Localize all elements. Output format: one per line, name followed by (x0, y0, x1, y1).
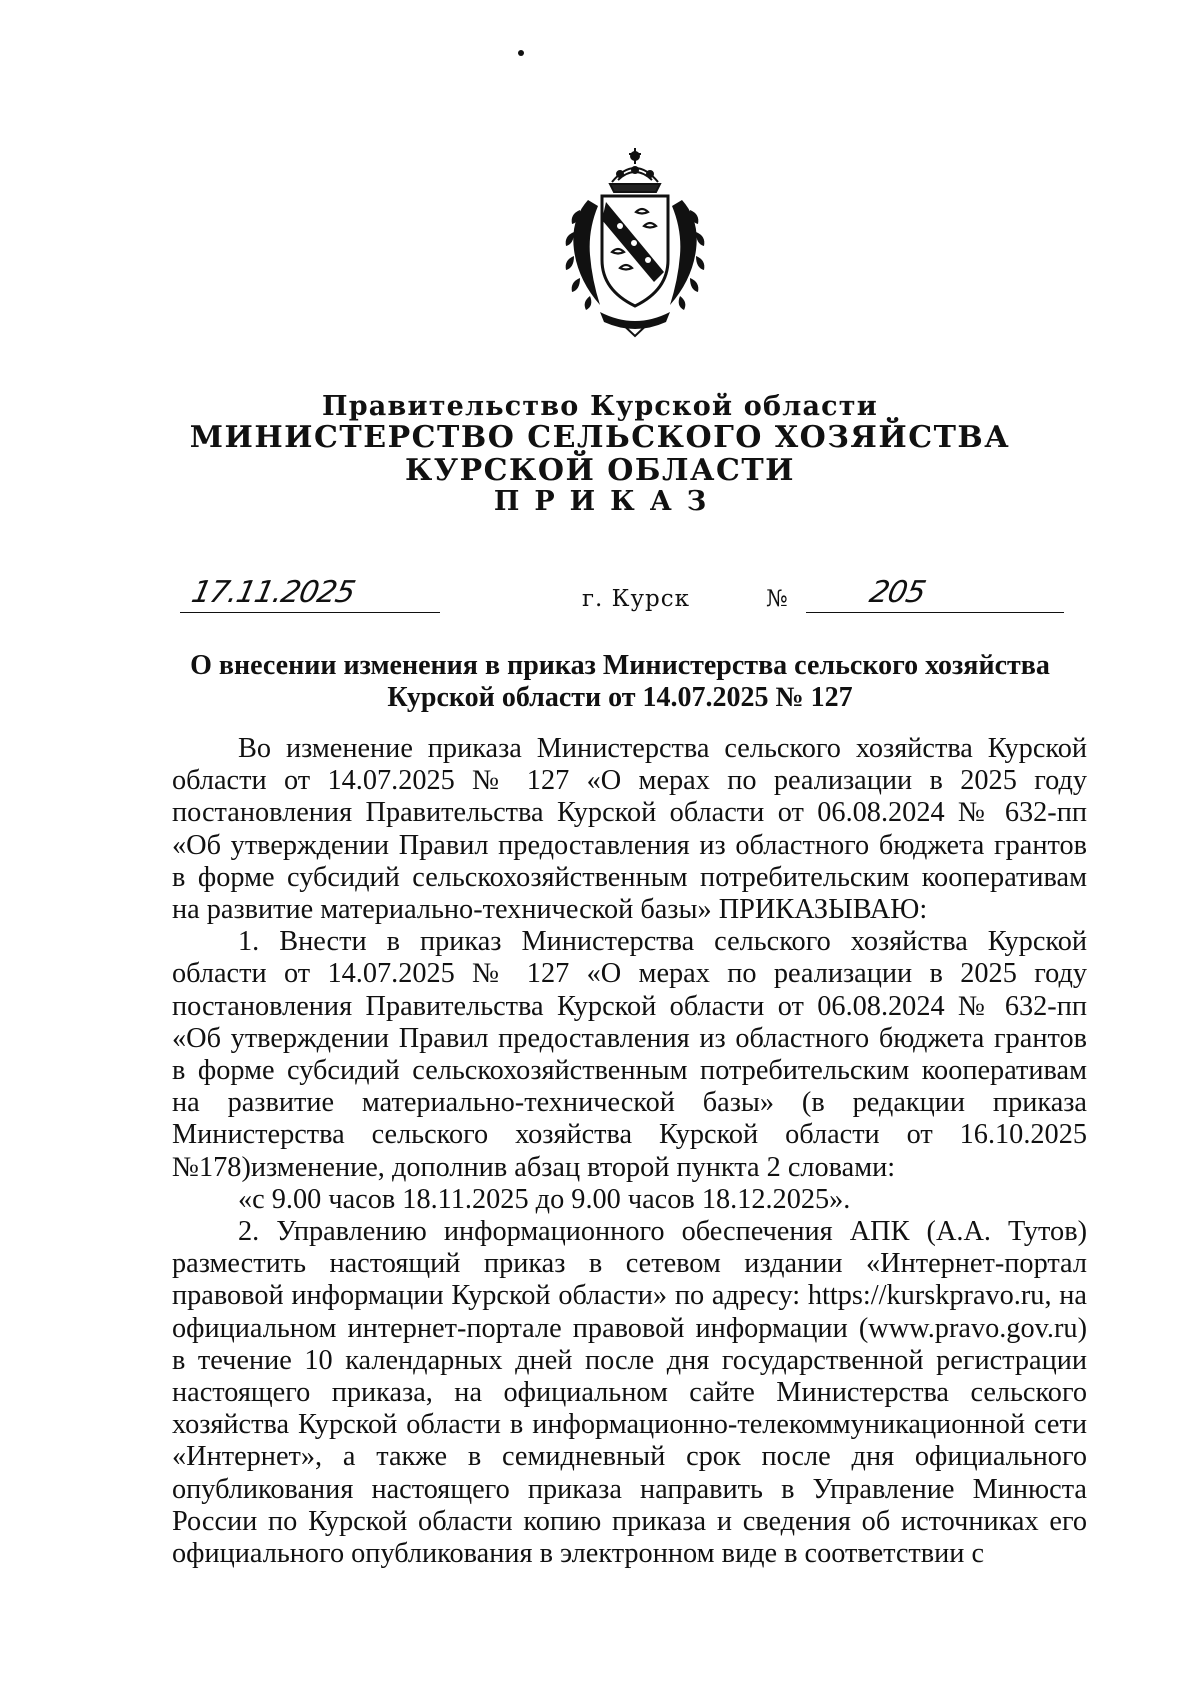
preamble-paragraph: Во изменение приказа Министерства сельского хозяйства Курской области от 14.07.2025 № 127 «О мерах по реализации в 2025 году постановления Правительства Курской области от 06.08.2024 № 632-пп «Об утверждении Правил предоставления из областного бюджета грантов в форме субсидий сельскохозяйственным потребительским кооперативам на развитие материально-технической базы» ПРИКАЗЫВАЮ: (172, 733, 1087, 926)
ministry-heading: МИНИСТЕРСТВО СЕЛЬСКОГО ХОЗЯЙСТВА (189, 420, 1011, 455)
scan-dot (518, 50, 524, 56)
order-body (172, 733, 1087, 1570)
order-title-line-2: Курской области от 14.07.2025 № 127 (387, 682, 853, 713)
region-heading: КУРСКОЙ ОБЛАСТИ (404, 453, 796, 488)
kursk-coat-of-arms-icon (540, 140, 730, 340)
number-underline (806, 612, 1064, 613)
clause-1-quote: «с 9.00 часов 18.11.2025 до 9.00 часов 18.12.2025». (238, 1183, 851, 1215)
order-title-line-1: О внесении изменения в приказ Министерства сельского хозяйства (190, 650, 1050, 681)
date-underline (180, 612, 440, 613)
clause-2-paragraph: 2. Управлению информационного обеспечения АПК (А.А. Тутов) разместить настоящий приказ в сетевом издании «Интернет-портал правовой информации Курской области» по адресу: https://kurskpravo.ru, на официальном интернет-портале правовой информации (www.pravo.gov.ru) в течение 10 календарных дней после дня государственной регистрации настоящего приказа, на официальном сайте Министерства сельского хозяйства Курской области в информационно-телекоммуникационной сети «Интернет», а также в семидневный срок после дня официального опубликования настоящего приказа направить в Управление Минюста России по Курской области копию приказа и сведения об источниках его официального опубликования в электронном виде в соответствии с (172, 1216, 1087, 1570)
number-sign: № (766, 586, 788, 612)
city-label: г. Курск (582, 586, 690, 612)
government-heading: Правительство Курской области (322, 391, 878, 422)
order-number: 205 (866, 575, 929, 610)
order-heading: ПРИКАЗ (493, 486, 722, 517)
order-date: 17.11.2025 (188, 575, 358, 610)
clause-1-paragraph: 1. Внести в приказ Министерства сельского хозяйства Курской области от 14.07.2025 № 127 «О мерах по реализации в 2025 году постановления Правительства Курской области от 06.08.2024 № 632-пп «Об утверждении Правил предоставления из областного бюджета грантов в форме субсидий сельскохозяйственным потребительским кооперативам на развитие материально-технической базы» (в редакции приказа Министерства сельского хозяйства Курской области от 16.10.2025 №178)изменение, дополнив абзац второй пункта 2 словами: (172, 926, 1087, 1183)
